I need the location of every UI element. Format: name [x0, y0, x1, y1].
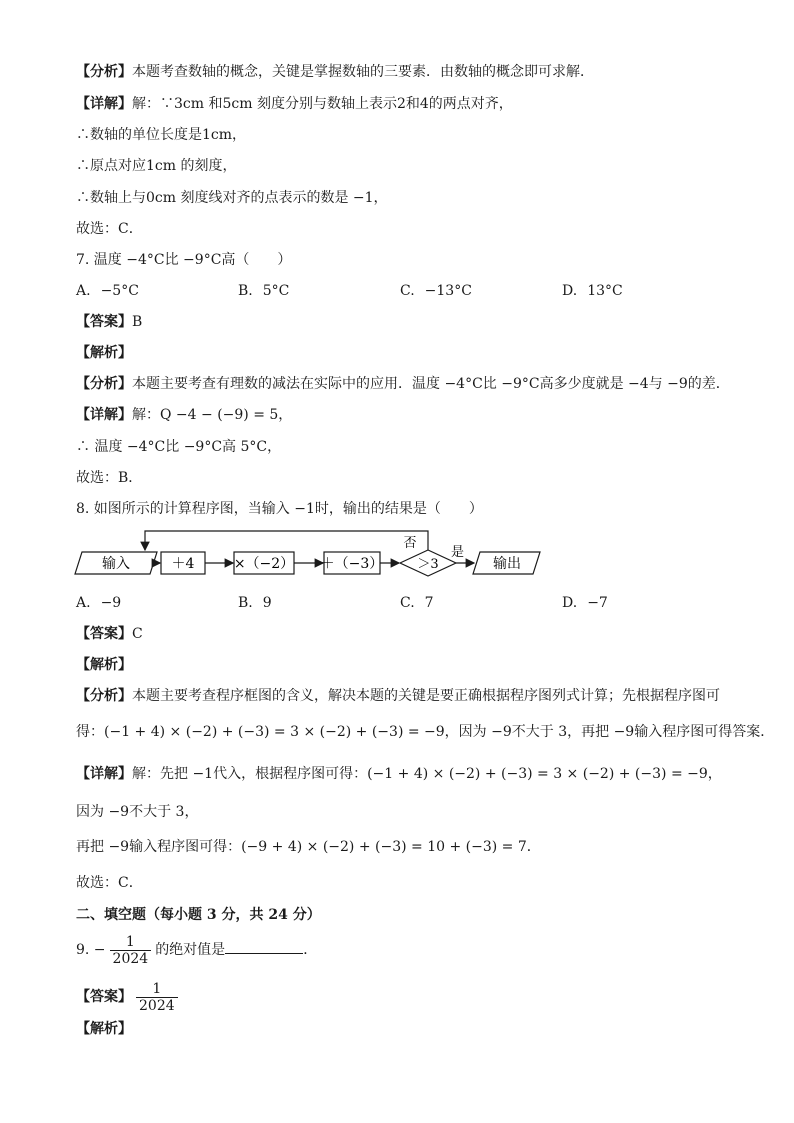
section-title: 二、填空题（每小题 3 分，共 24 分）: [76, 907, 321, 923]
q9-answer: 【答案】 $\frac{1}{2024}$: [76, 977, 182, 1017]
q8-options: [76, 593, 736, 613]
q8-step-3: 再把 −9输入程序图可得：(−9 + 4) × (−2) + (−3) = 10 + (−3) = 7．: [76, 839, 541, 855]
analysis-tag: 【分析】: [76, 64, 132, 80]
q8-flowchart: [70, 528, 550, 582]
q7-stem: 7. 温度 −4°C比 −9°C高（ ）: [76, 252, 292, 268]
flow-yes-label: 是: [451, 545, 465, 560]
q8-option-a: A. −9: [76, 595, 122, 611]
q8-choice: 故选：C．: [76, 875, 143, 891]
flow-no-label: 否: [403, 536, 417, 551]
q6-step-4: ∴数轴上与0cm 刻度线对齐的点表示的数是 −1，: [76, 190, 388, 206]
q6-detail: 【详解】解：∵3cm 和5cm 刻度分别与数轴上表示2和4的两点对齐，: [76, 96, 513, 112]
q9-fraction: $\frac{1}{2024}$: [110, 934, 152, 967]
q7-option-d: D. 13°C: [562, 283, 623, 299]
q8-analysis-2: 得：(−1 + 4) × (−2) + (−3) = 3 × (−2) + (−3) = −9，因为 −9不大于 3，再把 −9输入程序图可得答案．: [76, 724, 775, 740]
q9-blank: [225, 939, 303, 954]
q7-option-b: B. 5°C: [238, 283, 290, 299]
q6-step-2: ∴数轴的单位长度是1cm，: [76, 127, 247, 143]
q8-option-d: D. −7: [562, 595, 608, 611]
q8-answer: 【答案】C: [76, 626, 143, 642]
q7-options: [76, 281, 736, 301]
q8-option-b: B. 9: [238, 595, 272, 611]
q7-option-c: C. −13°C: [400, 283, 472, 299]
detail-tag: 【详解】: [76, 96, 132, 112]
q7-detail: 【详解】解：Q −4 − (−9) = 5，: [76, 407, 293, 423]
svg-text:×（−2）: ×（−2）: [233, 556, 295, 572]
q9-stem: 9. − $\frac{1}{2024}$ 的绝对值是 ．: [76, 933, 318, 967]
svg-text:＋（−3）: ＋（−3）: [320, 556, 384, 572]
q7-choice: 故选：B．: [76, 470, 143, 486]
q8-option-c: C. 7: [400, 595, 434, 611]
q7-step-2: ∴ 温度 −4°C比 −9°C高 5°C，: [76, 439, 282, 455]
q7-jiexi: 【解析】: [76, 345, 132, 361]
q6-choice: 故选：C．: [76, 221, 143, 237]
q7-analysis: 【分析】本题主要考查有理数的减法在实际中的应用．温度 −4°C比 −9°C高多少度就是 −4与 −9的差．: [76, 376, 730, 392]
q8-step-2: 因为 −9不大于 3，: [76, 804, 199, 820]
q7-option-a: A. −5°C: [76, 283, 139, 299]
q8-jiexi: 【解析】: [76, 657, 132, 673]
q6-step-3: ∴原点对应1cm 的刻度，: [76, 158, 237, 174]
q7-answer: 【答案】B: [76, 314, 143, 330]
q9-jiexi: 【解析】: [76, 1021, 132, 1037]
q9-answer-fraction: $\frac{1}{2024}$: [136, 981, 178, 1014]
q8-stem: 8. 如图所示的计算程序图，当输入 −1时，输出的结果是（ ）: [76, 501, 483, 517]
svg-text:＋4: ＋4: [171, 556, 195, 572]
flow-output-label: 输出: [493, 556, 521, 572]
svg-text:＞3: ＞3: [417, 557, 439, 572]
q8-analysis: 【分析】本题主要考查程序框图的含义，解决本题的关键是要正确根据程序图列式计算；先根据程序图可: [76, 688, 720, 704]
flow-input-label: 输入: [102, 556, 130, 572]
q6-analysis: 【分析】本题考查数轴的概念，关键是掌握数轴的三要素．由数轴的概念即可求解．: [76, 64, 594, 80]
q8-detail: 【详解】解：先把 −1代入，根据程序图可得：(−1 + 4) × (−2) + (−3) = 3 × (−2) + (−3) = −9，: [76, 766, 722, 782]
